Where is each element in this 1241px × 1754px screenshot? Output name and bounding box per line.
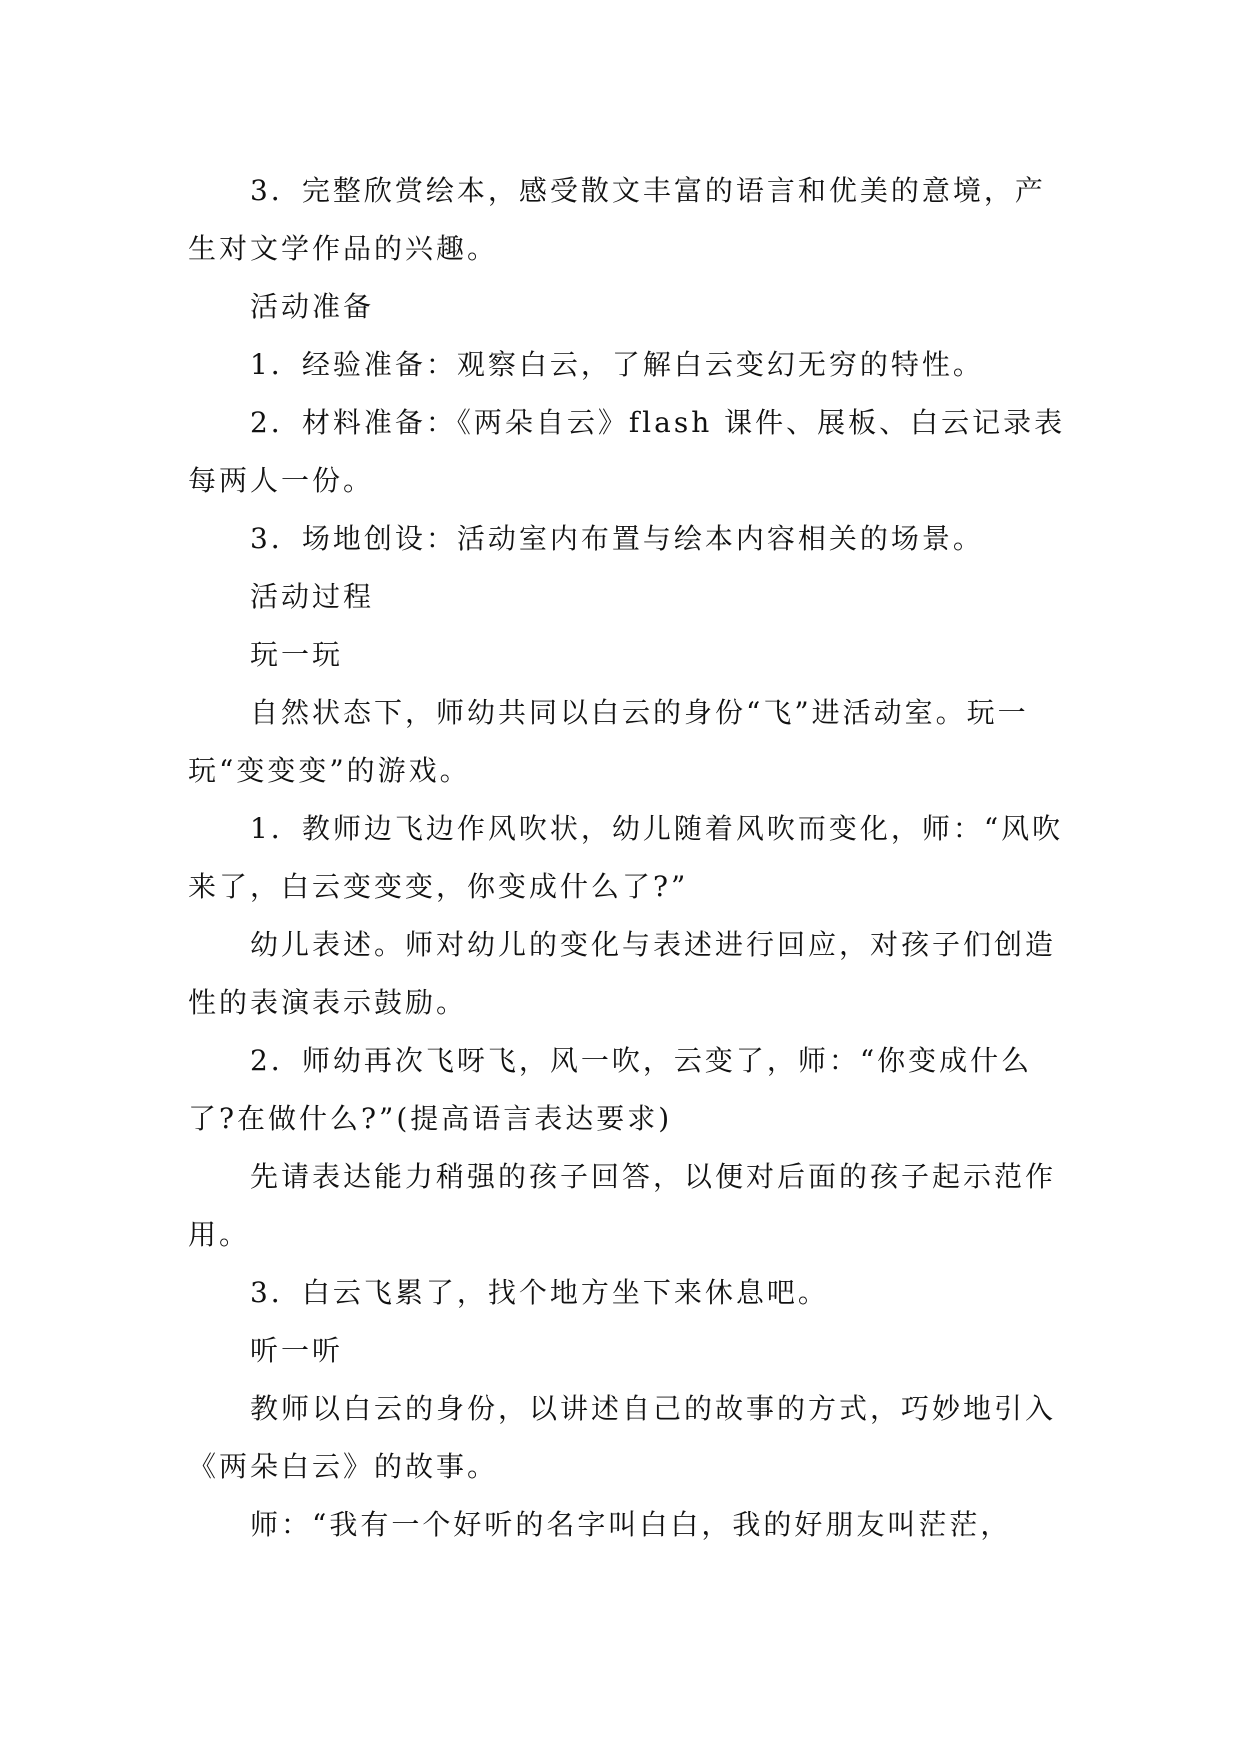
heading-play: 玩一玩 <box>250 638 344 671</box>
paragraph-play-step-1: 1．教师边飞边作风吹状，幼儿随着风吹而变化，师：“风吹来了，白云变变变，你变成什么了?” <box>188 812 1064 903</box>
heading-activity-preparation: 活动准备 <box>250 290 375 323</box>
paragraph-venue-setup: 3．场地创设：活动室内布置与绘本内容相关的场景。 <box>250 522 984 555</box>
paragraph-material-preparation: 2．材料准备：《两朵自云》flash 课件、展板、白云记录表每两人一份。 <box>188 406 1066 497</box>
paragraph-play-step-3: 3．白云飞累了，找个地方坐下来休息吧。 <box>250 1276 829 1309</box>
paragraph-model-answer: 先请表达能力稍强的孩子回答，以便对后面的孩子起示范作用。 <box>188 1160 1057 1251</box>
paragraph-experience-preparation: 1．经验准备：观察白云，了解白云变幻无穷的特性。 <box>250 348 984 381</box>
heading-activity-process: 活动过程 <box>250 580 375 613</box>
paragraph-child-response: 幼儿表述。师对幼儿的变化与表述进行回应，对孩子们创造性的表演表示鼓励。 <box>188 928 1057 1019</box>
paragraph-play-step-2: 2．师幼再次飞呀飞，风一吹，云变了，师：“你变成什么了?在做什么?”(提高语言表达要求) <box>188 1044 1033 1135</box>
document-body <box>188 162 1068 1554</box>
paragraph-objective-3: 3．完整欣赏绘本，感受散文丰富的语言和优美的意境，产生对文学作品的兴趣。 <box>188 174 1046 265</box>
paragraph-play-intro: 自然状态下，师幼共同以白云的身份“飞”进活动室。玩一玩“变变变”的游戏。 <box>188 696 1029 787</box>
paragraph-listen-intro: 教师以白云的身份，以讲述自己的故事的方式，巧妙地引入《两朵白云》的故事。 <box>188 1392 1057 1483</box>
paragraph-teacher-speech: 师：“我有一个好听的名字叫白白，我的好朋友叫茫茫， <box>250 1508 1012 1541</box>
heading-listen: 听一听 <box>250 1334 344 1367</box>
